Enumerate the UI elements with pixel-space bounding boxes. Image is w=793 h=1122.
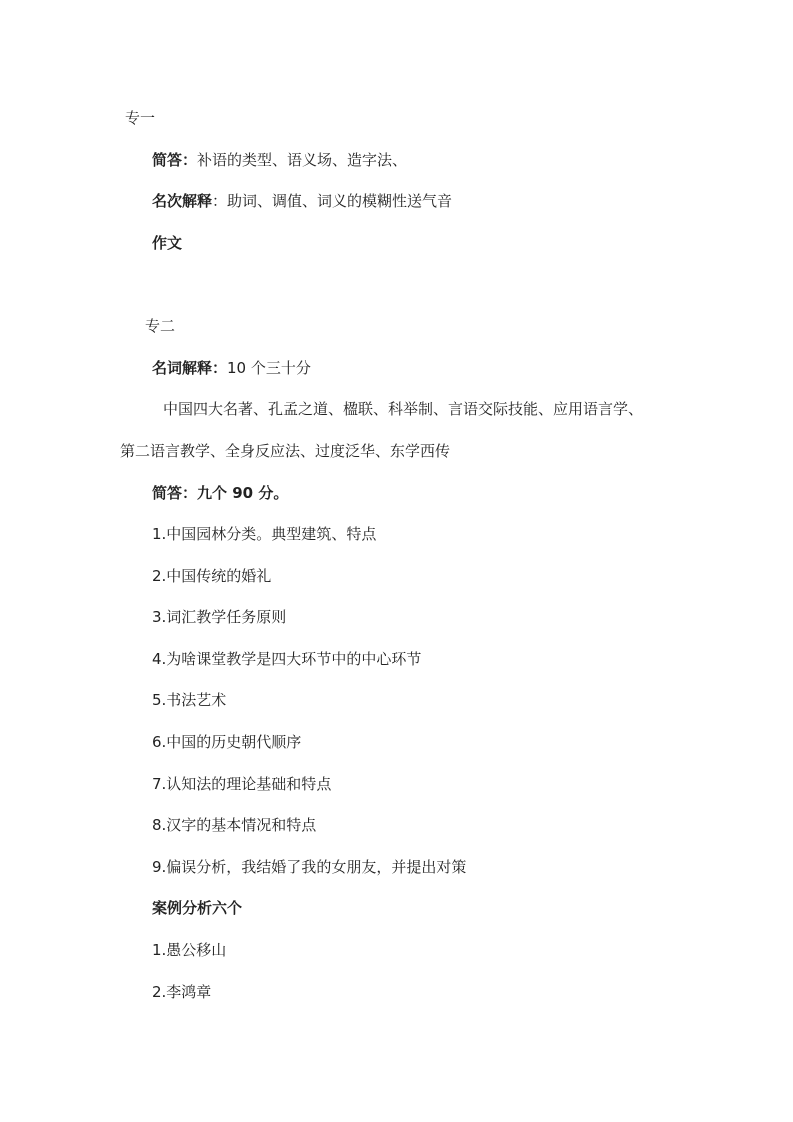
short-answer-item: 2.中国传统的婚礼 [152,567,272,585]
short-answer-item: 8.汉字的基本情况和特点 [152,816,317,834]
section2-terms-label: 名词解释： [152,359,228,377]
section1-title: 专一 [125,109,156,127]
section1-short-answer-label: 简答： [152,151,198,169]
section2-title: 专二 [145,317,176,335]
section2-short-answer-heading: 简答：九个 90 分。 [152,484,289,502]
short-answer-item: 5.书法艺术 [152,691,227,709]
short-answer-item: 1.中国园林分类。典型建筑、特点 [152,525,377,543]
section1-short-answer [152,150,407,170]
case-item: 1.愚公移山 [152,941,227,959]
short-answer-item: 4.为啥课堂教学是四大环节中的中心环节 [152,650,422,668]
short-answer-item: 6.中国的历史朝代顺序 [152,733,302,751]
case-analysis-heading: 案例分析六个 [152,899,243,917]
section1-terms-label: 名次解释 [152,192,213,210]
section2-terms [152,358,311,378]
case-item: 2.李鸿章 [152,983,212,1001]
short-answer-item: 7.认知法的理论基础和特点 [152,775,332,793]
section2-terms-count: 10 个三十分 [227,359,311,377]
section1-essay: 作文 [152,234,183,252]
section1-terms [152,191,452,211]
short-answer-item: 3.词汇教学任务原则 [152,608,287,626]
short-answer-item: 9.偏误分析，我结婚了我的女朋友，并提出对策 [152,858,467,876]
section2-terms-line2: 第二语言教学、全身反应法、过度泛华、东学西传 [120,442,451,460]
section2-terms-line1: 中国四大名著、孔孟之道、楹联、科举制、言语交际技能、应用语言学、 [163,400,644,418]
section1-short-answer-text: 补语的类型、语义场、造字法、 [197,151,408,169]
section1-terms-text: ：助词、调值、词义的模糊性送气音 [212,192,453,210]
